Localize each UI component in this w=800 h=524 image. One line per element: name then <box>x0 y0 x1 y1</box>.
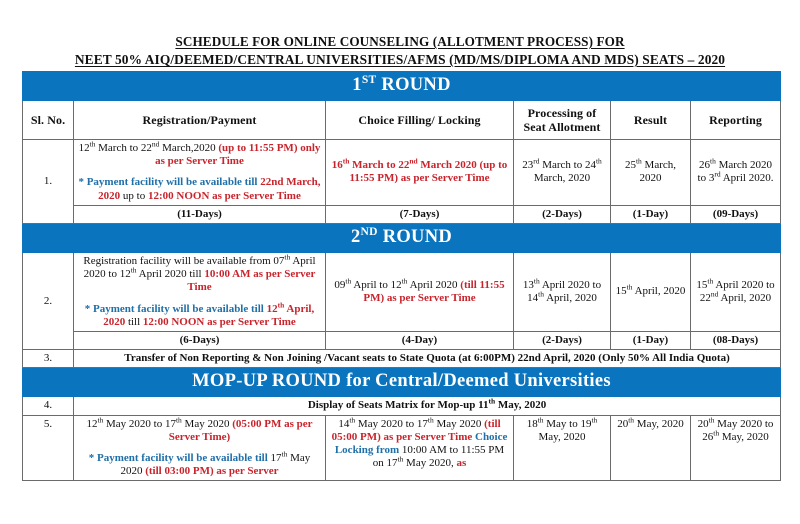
r5-proc-a-sup: th <box>537 414 544 424</box>
r2-reg-payment-d2: April, 2020 <box>103 302 315 328</box>
banner-round-1 <box>23 72 781 101</box>
r1-reg-d1: 12 <box>78 142 90 154</box>
row-3-text: Transfer of Non Reporting & Non Joining /Vacant seats to State Quota (at 6:00PM) 22nd April, 2020 (Only 50% All India Quota) <box>74 350 781 368</box>
r1-reg-d2: March to 22 <box>95 142 152 154</box>
r1-cf-b-sup: nd <box>409 156 418 166</box>
table-header-row <box>23 101 781 140</box>
r1-reg-d2-sup: nd <box>151 139 160 149</box>
cell-round1-reporting <box>691 140 781 206</box>
r2-days-choice-filling: (4-Day) <box>326 332 514 350</box>
document-title-block <box>0 0 800 69</box>
col-header-sl-no: Sl. No. <box>23 101 74 140</box>
r5-reg-payment-d2: May 2020 <box>120 452 311 478</box>
r5-proc-b: May to 19 <box>543 417 592 430</box>
table-row-round1-durations <box>23 205 781 223</box>
r2-cf-a: 09 <box>334 278 346 291</box>
spacer <box>77 168 322 176</box>
row-4-text-a: Display of Seats Matrix for Mop-up 11 <box>307 399 489 412</box>
r1-res-a: 25 <box>624 159 636 172</box>
banner-mopup-label: MOP-UP ROUND for Central/Deemed Universities <box>23 368 781 397</box>
r5-rep-c: May, 2020 <box>719 430 769 443</box>
r1-reg-payment-upto: up to <box>122 189 148 202</box>
r2-days-processing: (2-Days) <box>514 332 611 350</box>
r1-rep-a: 26 <box>699 159 710 172</box>
col-header-result: Result <box>611 101 691 140</box>
r1-rep-b-sup: rd <box>714 169 721 179</box>
r2-rep-b: April 2020 to 22 <box>699 278 775 305</box>
r2-res-b: April, 2020 <box>632 285 686 298</box>
banner-round-1-number: 1 <box>352 75 362 95</box>
r2-reg-a-sup: th <box>284 252 291 262</box>
r2-rep-c: April, 2020 <box>718 292 772 305</box>
cell-round2-processing <box>514 253 611 332</box>
r5-cf-locking-window-sup: th <box>397 454 404 464</box>
r2-proc-b-sup: th <box>538 289 544 299</box>
r1-res-a-sup: th <box>635 156 642 166</box>
row-4-text <box>74 397 781 415</box>
banner-mopup-round <box>23 368 781 397</box>
r5-reg-payment-d1-sup: th <box>281 449 288 459</box>
r1-proc-c: March, 2020 <box>533 172 591 185</box>
r2-reg-payment-d1-sup: th <box>277 299 285 309</box>
r2-rep-b-sup: nd <box>710 289 719 299</box>
r5-res-b: May, 2020 <box>634 417 684 430</box>
cell-round1-registration <box>74 140 326 206</box>
banner-round-2-number: 2 <box>350 227 361 248</box>
r2-res-a: 15 <box>615 285 627 298</box>
r2-reg-payment-till: till <box>127 315 143 328</box>
cell-round2-result <box>611 253 691 332</box>
banner-round-2-ordinal: ND <box>360 225 378 238</box>
table-row-5 <box>23 415 781 481</box>
col-header-processing-line1: Processing of <box>527 106 597 120</box>
r2-cf-time-note: (till 11:55 PM) as per Server Time <box>363 278 505 305</box>
col-header-processing-line2: Seat Allotment <box>523 120 601 134</box>
r1-res-b: March, 2020 <box>639 159 677 185</box>
r1-rep-c: April 2020. <box>720 172 774 185</box>
page-title-line-1: SCHEDULE FOR ONLINE COUNSELING (ALLOTMENT PROCESS) FOR <box>175 34 625 49</box>
r5-reg-time-note: (05:00 PM as per Server Time) <box>168 417 313 443</box>
r1-cf-a-sup: th <box>342 156 350 166</box>
spacer <box>77 295 322 303</box>
table-row-3 <box>23 350 781 368</box>
r2-days-result: (1-Day) <box>611 332 691 350</box>
col-header-reporting: Reporting <box>691 101 781 140</box>
r1-days-registration: (11-Days) <box>74 205 326 223</box>
r5-cf-a: 14 <box>338 417 350 430</box>
row-slno-3: 3. <box>23 350 74 368</box>
r5-reg-payment-note: * Payment facility will be available till <box>88 452 268 465</box>
r1-cf-b: March to 22 <box>349 159 410 172</box>
r5-reg-b: May 2020 to 17 <box>103 417 176 430</box>
cell-row5-result <box>611 415 691 481</box>
row-slno-4: 4. <box>23 397 74 415</box>
r5-proc-b-sup: th <box>591 414 598 424</box>
r1-proc-a: 23 <box>522 159 534 172</box>
r1-days-processing: (2-Days) <box>514 205 611 223</box>
r1-reg-payment-note: * Payment facility will be available till <box>78 176 258 189</box>
row-4-text-sup: th <box>488 396 496 406</box>
r1-reg-payment-date: 22nd March, 2020 <box>98 176 321 202</box>
r1-reg-d1-sup: th <box>89 139 96 149</box>
r2-res-a-sup: th <box>626 282 633 292</box>
r1-cf-a: 16 <box>331 159 343 172</box>
r1-days-reporting: (09-Days) <box>691 205 781 223</box>
r2-cf-c: April 2020 <box>407 278 461 291</box>
r5-reg-b-sup: th <box>175 414 182 424</box>
row-slno-2: 2. <box>23 253 74 350</box>
r5-reg-a: 12 <box>86 417 98 430</box>
banner-round-2-label <box>23 224 781 253</box>
r2-reg-payment-d1: 12 <box>266 302 278 315</box>
r5-cf-time-note: (till 05:00 PM) as per Server Time <box>331 417 501 443</box>
table-row-round2 <box>23 253 781 332</box>
r5-res-a: 20 <box>617 417 629 430</box>
table-row-4 <box>23 397 781 415</box>
r1-days-choice-filling: (7-Days) <box>326 205 514 223</box>
r2-reg-payment-time: 12:00 NOON as per Server Time <box>142 315 296 328</box>
banner-round-2-suffix: ROUND <box>377 227 453 248</box>
r2-rep-a-sup: th <box>707 276 714 286</box>
r2-proc-c: April, 2020 <box>543 292 597 305</box>
table-row-round1 <box>23 140 781 206</box>
r5-rep-a: 20 <box>697 417 709 430</box>
cell-row5-processing <box>514 415 611 481</box>
page-title-line-2: NEET 50% AIQ/DEEMED/CENTRAL UNIVERSITIES/AFMS (MD/MS/DIPLOMA AND MDS) SEATS – 2020 <box>74 52 726 67</box>
col-header-processing <box>514 101 611 140</box>
r2-days-registration: (6-Days) <box>74 332 326 350</box>
r2-cf-a-sup: th <box>345 276 352 286</box>
r1-rep-b: March 2020 to 3 <box>697 159 773 185</box>
banner-round-2 <box>23 224 781 253</box>
r1-reg-time-note: (up to 11:55 PM) only as per Server Time <box>155 142 321 168</box>
r1-rep-a-sup: th <box>710 156 716 166</box>
r5-cf-c: May 2020 <box>433 417 482 430</box>
r5-cf-locking-date: May 2020, <box>403 457 457 470</box>
r5-reg-payment-d1: 17 <box>270 452 282 465</box>
r5-reg-payment-time: (till 03:00 PM) as per Server <box>145 465 279 478</box>
cell-round1-choice-filling <box>326 140 514 206</box>
cell-round2-choice-filling <box>326 253 514 332</box>
schedule-table-wrapper <box>22 71 780 481</box>
schedule-table <box>22 71 781 481</box>
cell-row5-reporting <box>691 415 781 481</box>
r1-reg-d3: March,2020 <box>159 142 219 154</box>
row-4-text-b: May, 2020 <box>495 399 547 412</box>
r1-reg-payment-time: 12:00 NOON as per Server Time <box>147 189 301 202</box>
r2-rep-a: 15 <box>696 278 708 291</box>
cell-round2-registration <box>74 253 326 332</box>
r5-rep-a-sup: th <box>708 414 715 424</box>
r5-cf-a-sup: th <box>349 414 356 424</box>
col-header-registration: Registration/Payment <box>74 101 326 140</box>
r2-reg-payment-note: * Payment facility will be available till <box>84 302 264 315</box>
r5-reg-a-sup: th <box>97 414 104 424</box>
r1-proc-b: March to 24 <box>539 159 596 172</box>
r1-days-result: (1-Day) <box>611 205 691 223</box>
cell-row5-choice-filling <box>326 415 514 481</box>
cell-row5-registration <box>74 415 326 481</box>
r2-reg-c: April 2020 till <box>136 268 205 281</box>
row-slno-1: 1. <box>23 140 74 224</box>
r5-proc-a: 18 <box>526 417 538 430</box>
cell-round1-processing <box>514 140 611 206</box>
r2-reg-b: April 2020 to 12 <box>83 255 316 281</box>
cell-round2-reporting <box>691 253 781 332</box>
table-row-round2-durations <box>23 332 781 350</box>
banner-round-1-suffix: ROUND <box>376 75 451 95</box>
r2-proc-b: April 2020 to 14 <box>527 278 602 305</box>
r1-cf-c: March 2020 (up to 11:55 PM) as per Server Time <box>349 159 508 185</box>
r2-reg-a: Registration facility will be available from 07 <box>83 255 285 268</box>
r5-rep-b: May 2020 to 26 <box>702 417 774 443</box>
r2-days-reporting: (08-Days) <box>691 332 781 350</box>
banner-round-1-label <box>23 72 781 101</box>
r5-reg-c: May 2020 <box>181 417 233 430</box>
r2-proc-a-sup: th <box>533 276 540 286</box>
r5-cf-locking-window: 10:00 AM to 11:55 PM on 17 <box>372 444 505 470</box>
cell-round1-result <box>611 140 691 206</box>
r2-proc-a: 13 <box>522 278 534 291</box>
r1-proc-a-sup: rd <box>533 156 540 166</box>
col-header-choice-filling: Choice Filling/ Locking <box>326 101 514 140</box>
r5-cf-locking-tail: as <box>456 457 467 470</box>
r5-rep-b-sup: th <box>713 428 720 438</box>
row-slno-5: 5. <box>23 415 74 481</box>
r2-reg-time-note: 10:00 AM as per Server Time <box>187 268 316 294</box>
r2-cf-b: April to 12 <box>351 278 402 291</box>
r1-proc-b-sup: th <box>595 156 602 166</box>
r5-proc-c: May, 2020 <box>538 430 586 443</box>
r2-cf-b-sup: th <box>401 276 408 286</box>
r2-reg-b-sup: th <box>130 265 137 275</box>
r5-cf-b: May 2020 to 17 <box>355 417 428 430</box>
r5-cf-locking-label: Choice Locking from <box>334 430 508 457</box>
r5-cf-b-sup: th <box>427 414 434 424</box>
banner-round-1-ordinal: ST <box>361 73 377 86</box>
r5-res-a-sup: th <box>628 414 635 424</box>
